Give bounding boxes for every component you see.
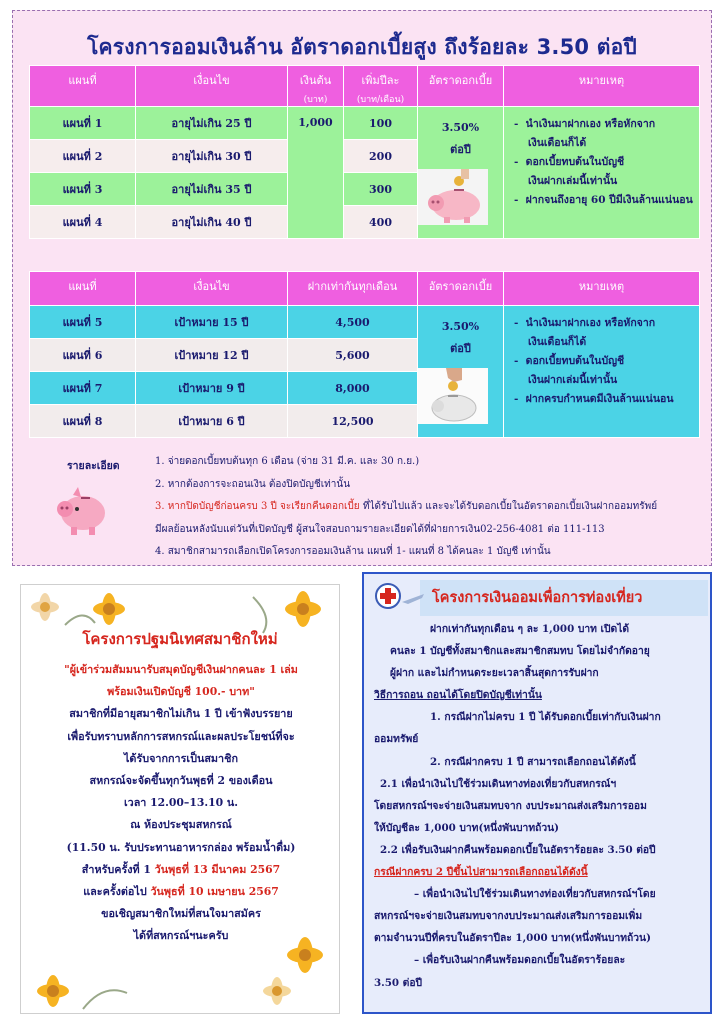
case3-heading: กรณีฝากครบ 2 ปีขึ้นไปสามารถเลือกถอนได้ดังนี้ [374,866,588,879]
travel-line: – เพื่อนำเงินไปใช้ร่วมเดินทางท่องเที่ยวกับสหกรณ์ฯโดย [414,888,656,901]
note-line: เงินเดือนก็ได้ [528,336,587,348]
monthly-cell: 8,000 [288,372,418,405]
plan-cell: แผนที่ 4 [30,206,136,239]
first-session [35,859,327,881]
travel-line: ผู้ฝาก และไม่กำหนดระยะเวลาสิ้นสุดการรับฝาก [390,667,599,680]
note-text: ดอกเบี้ยทบต้นในบัญชี [525,156,625,168]
flower-icon [23,963,133,1013]
yearly-cell: 200 [344,140,418,173]
withdraw-heading: วิธีการถอน ถอนได้โดยปิดบัญชีเท่านั้น [374,689,542,702]
orientation-highlight: "ผู้เข้าร่วมสัมมนารับสมุดบัญชีเงินฝากคนละ 1 เล่ม [64,663,298,676]
condition-cell: เป้าหมาย 15 ปี [136,306,288,339]
monthly-cell: 12,500 [288,405,418,438]
header-notes: หมายเหตุ [504,66,700,107]
yearly-cell: 100 [344,107,418,140]
rate-cell [418,306,504,438]
orientation-card [20,584,340,1014]
header-principal-unit: (บาท) [303,95,328,105]
header-condition: เงื่อนไข [136,66,288,107]
header-yearly [344,66,418,107]
header-rate: อัตราดอกเบี้ย [418,66,504,107]
detail-item: มีผลย้อนหลังนับแต่วันที่เปิดบัญชี ผู้สนใจสอบถามรายละเอียดได้ที่ฝ่ายการเงิน02-256-4081 ต่อ 111-113 [155,523,605,535]
principal-value: 1,000 [298,116,333,129]
notes-list [504,306,699,409]
header-rate: อัตราดอกเบี้ย [418,272,504,306]
plans-table-1 [29,65,700,239]
first-prefix: สำหรับครั้งที่ 1 [81,862,155,876]
travel-line: 3.50 ต่อปี [374,976,423,989]
header-monthly: ฝากเท่ากันทุกเดือน [288,272,418,306]
plan-cell: แผนที่ 3 [30,173,136,206]
monthly-cell: 4,500 [288,306,418,339]
first-date: วันพุธที่ 13 มีนาคม 2567 [154,862,281,876]
note-text: ฝากครบกำหนดมีเงินล้านแน่นอน [525,393,674,405]
rate-unit: ต่อปี [450,342,471,355]
note-text: ดอกเบี้ยทบต้นในบัญชี [525,355,625,367]
rate-percent: 3.50% [441,121,480,134]
note-line: เงินเดือนก็ได้ [528,137,587,149]
travel-body [374,618,706,994]
travel-line: 2. กรณีฝากครบ 1 ปี สามารถเลือกถอนได้ดังนี้ [430,755,636,768]
next-prefix: และครั้งต่อไป [83,885,151,899]
header-notes: หมายเหตุ [504,272,700,306]
note-line: เงินฝากเล่มนี้เท่านั้น [528,175,618,187]
notes-list [504,107,699,210]
header-principal-label: เงินต้น [299,74,332,87]
detail-red-text: 3. หากปิดบัญชีก่อนครบ 3 ปี จะเรียกคืนดอกเบี้ย [155,501,360,512]
plan-cell: แผนที่ 8 [30,405,136,438]
travel-line: คนละ 1 บัญชีทั้งสมาชิกและสมาชิกสมทบ โดยไม่จำกัดอายุ [390,645,650,658]
note-text: ฝากจนถึงอายุ 60 ปีมีเงินล้านแน่นอน [525,194,693,206]
orientation-line: สหกรณ์จะจัดขึ้นทุกวันพุธที่ 2 ของเดือน [89,774,273,788]
note-line: เงินฝากเล่มนี้เท่านั้น [528,374,618,386]
header-plan: แผนที่ [30,272,136,306]
travel-line: ตามจำนวนปีที่ครบในอัตราปีละ 1,000 บาท(หนึ่งพันบาทถ้วน) [374,932,651,945]
yearly-cell: 300 [344,173,418,206]
detail-item: 1. จ่ายดอกเบี้ยทบต้นทุก 6 เดือน (จ่าย 31 มี.ค. และ 30 ก.ย.) [155,456,420,467]
travel-line: 2.1 เพื่อนำเงินไปใช้ร่วมเดินทางท่องเที่ยวกับสหกรณ์ฯ [380,777,617,790]
condition-cell: อายุไม่เกิน 40 ปี [136,206,288,239]
orientation-invite: ขอเชิญสมาชิกใหม่ที่สนใจมาสมัคร [101,907,261,921]
plan-cell: แผนที่ 1 [30,107,136,140]
rate-unit: ต่อปี [450,143,471,156]
next-session [35,881,327,903]
travel-line: โดยสหกรณ์ฯจะจ่ายเงินสมทบจาก งบประมาณส่งเสริมการออม [374,799,647,812]
table1-header [30,66,700,107]
header-yearly-unit: (บาท/เดือน) [356,95,405,105]
condition-cell: เป้าหมาย 6 ปี [136,405,288,438]
detail-item: 2. หากต้องการจะถอนเงิน ต้องปิดบัญชีเท่านั้น [155,478,351,490]
condition-cell: อายุไม่เกิน 25 ปี [136,107,288,140]
note-line: - ฝากจนถึงอายุ 60 ปีมีเงินล้านแน่นอน [514,194,693,206]
plan-cell: แผนที่ 7 [30,372,136,405]
note-line: - ฝากครบกำหนดมีเงินล้านแน่นอน [514,393,674,405]
plan-cell: แผนที่ 5 [30,306,136,339]
orientation-invite: ได้ที่สหกรณ์ฯนะครับ [133,929,229,943]
orientation-line: ณ ห้องประชุมสหกรณ์ [130,818,232,832]
airplane-icon [402,594,424,604]
rate-value [418,316,503,360]
travel-line: – เพื่อรับเงินฝากคืนพร้อมดอกเบี้ยในอัตราร้อยละ [414,954,626,967]
orientation-line: ได้รับจากการเป็นสมาชิก [124,751,238,765]
travel-title: โครงการเงินออมเพื่อการท่องเที่ยว [432,590,643,606]
rate-cell [418,107,504,239]
note-line: - ดอกเบี้ยทบต้นในบัญชี [514,355,625,367]
orientation-background [21,585,339,1013]
detail-text: ที่ได้รับไปแล้ว และจะได้รับดอกเบี้ยในอัตราดอกเบี้ยเงินฝากออมทรัพย์ [359,501,658,512]
detail-item [155,496,705,519]
note-text: นำเงินมาฝากเอง หรือหักจาก [525,118,656,130]
table-row [30,107,700,140]
rate-value [418,117,503,161]
condition-cell: อายุไม่เกิน 30 ปี [136,140,288,173]
note-line: - ดอกเบี้ยทบต้นในบัญชี [514,156,625,168]
travel-line: ฝากเท่ากันทุกเดือน ๆ ละ 1,000 บาท เปิดได้ [430,623,630,635]
travel-line: ให้บัญชีละ 1,000 บาท(หนึ่งพันบาทถ้วน) [374,821,560,834]
note-text: นำเงินมาฝากเอง หรือหักจาก [525,317,656,329]
travel-line: ออมทรัพย์ [374,733,419,746]
orientation-line: เวลา 12.00–13.10 น. [123,796,239,810]
condition-cell: เป้าหมาย 12 ปี [136,339,288,372]
orientation-title: โครงการปฐมนิเทศสมาชิกใหม่ [82,630,278,648]
orientation-highlight: พร้อมเงินเปิดบัญชี 100.- บาท" [107,685,255,699]
table2-header [30,272,700,306]
header-plan: แผนที่ [30,66,136,107]
condition-cell: อายุไม่เกิน 35 ปี [136,173,288,206]
details-label: รายละเอียด [67,460,120,472]
savings-title: โครงการออมเงินล้าน อัตราดอกเบี้ยสูง ถึงร้อยละ 3.50 ต่อปี [87,35,637,59]
travel-line: 2.2 เพื่อรับเงินฝากคืนพร้อมดอกเบี้ยในอัตราร้อยละ 3.50 ต่อปี [380,843,656,856]
header-principal [288,66,344,107]
note-line: - นำเงินมาฝากเอง หรือหักจาก [514,317,656,329]
header-condition: เงื่อนไข [136,272,288,306]
notes-cell [504,306,700,438]
orientation-line: เพื่อรับทราบหลักการสหกรณ์และผลประโยชน์ที่จะ [67,729,295,743]
table-row [30,306,700,339]
detail-item: 4. สมาชิกสามารถเลือกเปิดโครงการออมเงินล้าน แผนที่ 1- แผนที่ 8 ได้คนละ 1 บัญชี เท่านั้น [155,546,551,557]
rate-percent: 3.50% [441,320,480,333]
condition-cell: เป้าหมาย 9 ปี [136,372,288,405]
red-cross-icon [372,580,426,616]
next-date: วันพุธที่ 10 เมษายน 2567 [150,885,279,899]
orientation-body [35,659,327,948]
plans-table-2 [29,271,700,438]
principal-cell [288,107,344,239]
piggy-bank-icon [418,169,488,225]
orientation-line: (11.50 น. รับประทานอาหารกล่อง พร้อมน้ำดื่ม) [66,840,296,854]
orientation-line: สมาชิกที่มีอายุสมาชิกไม่เกิน 1 ปี เข้าฟังบรรยาย [69,707,293,721]
travel-card [362,572,712,1014]
plan-cell: แผนที่ 2 [30,140,136,173]
note-line: - นำเงินมาฝากเอง หรือหักจาก [514,118,656,130]
header-yearly-label: เพิ่มปีละ [361,74,400,87]
piggy-bank-icon [51,479,111,539]
yearly-cell: 400 [344,206,418,239]
notes-cell [504,107,700,239]
travel-line: สหกรณ์ฯจะจ่ายเงินสมทบจากงบประมาณส่งเสริมการออมเพิ่ม [374,910,643,923]
travel-line: 1. กรณีฝากไม่ครบ 1 ปี ได้รับดอกเบี้ยเท่ากับเงินฝาก [430,711,661,724]
monthly-cell: 5,600 [288,339,418,372]
plan-cell: แผนที่ 6 [30,339,136,372]
coin-hand-icon [418,368,488,424]
savings-project-panel [12,10,712,566]
details-list [155,451,705,564]
